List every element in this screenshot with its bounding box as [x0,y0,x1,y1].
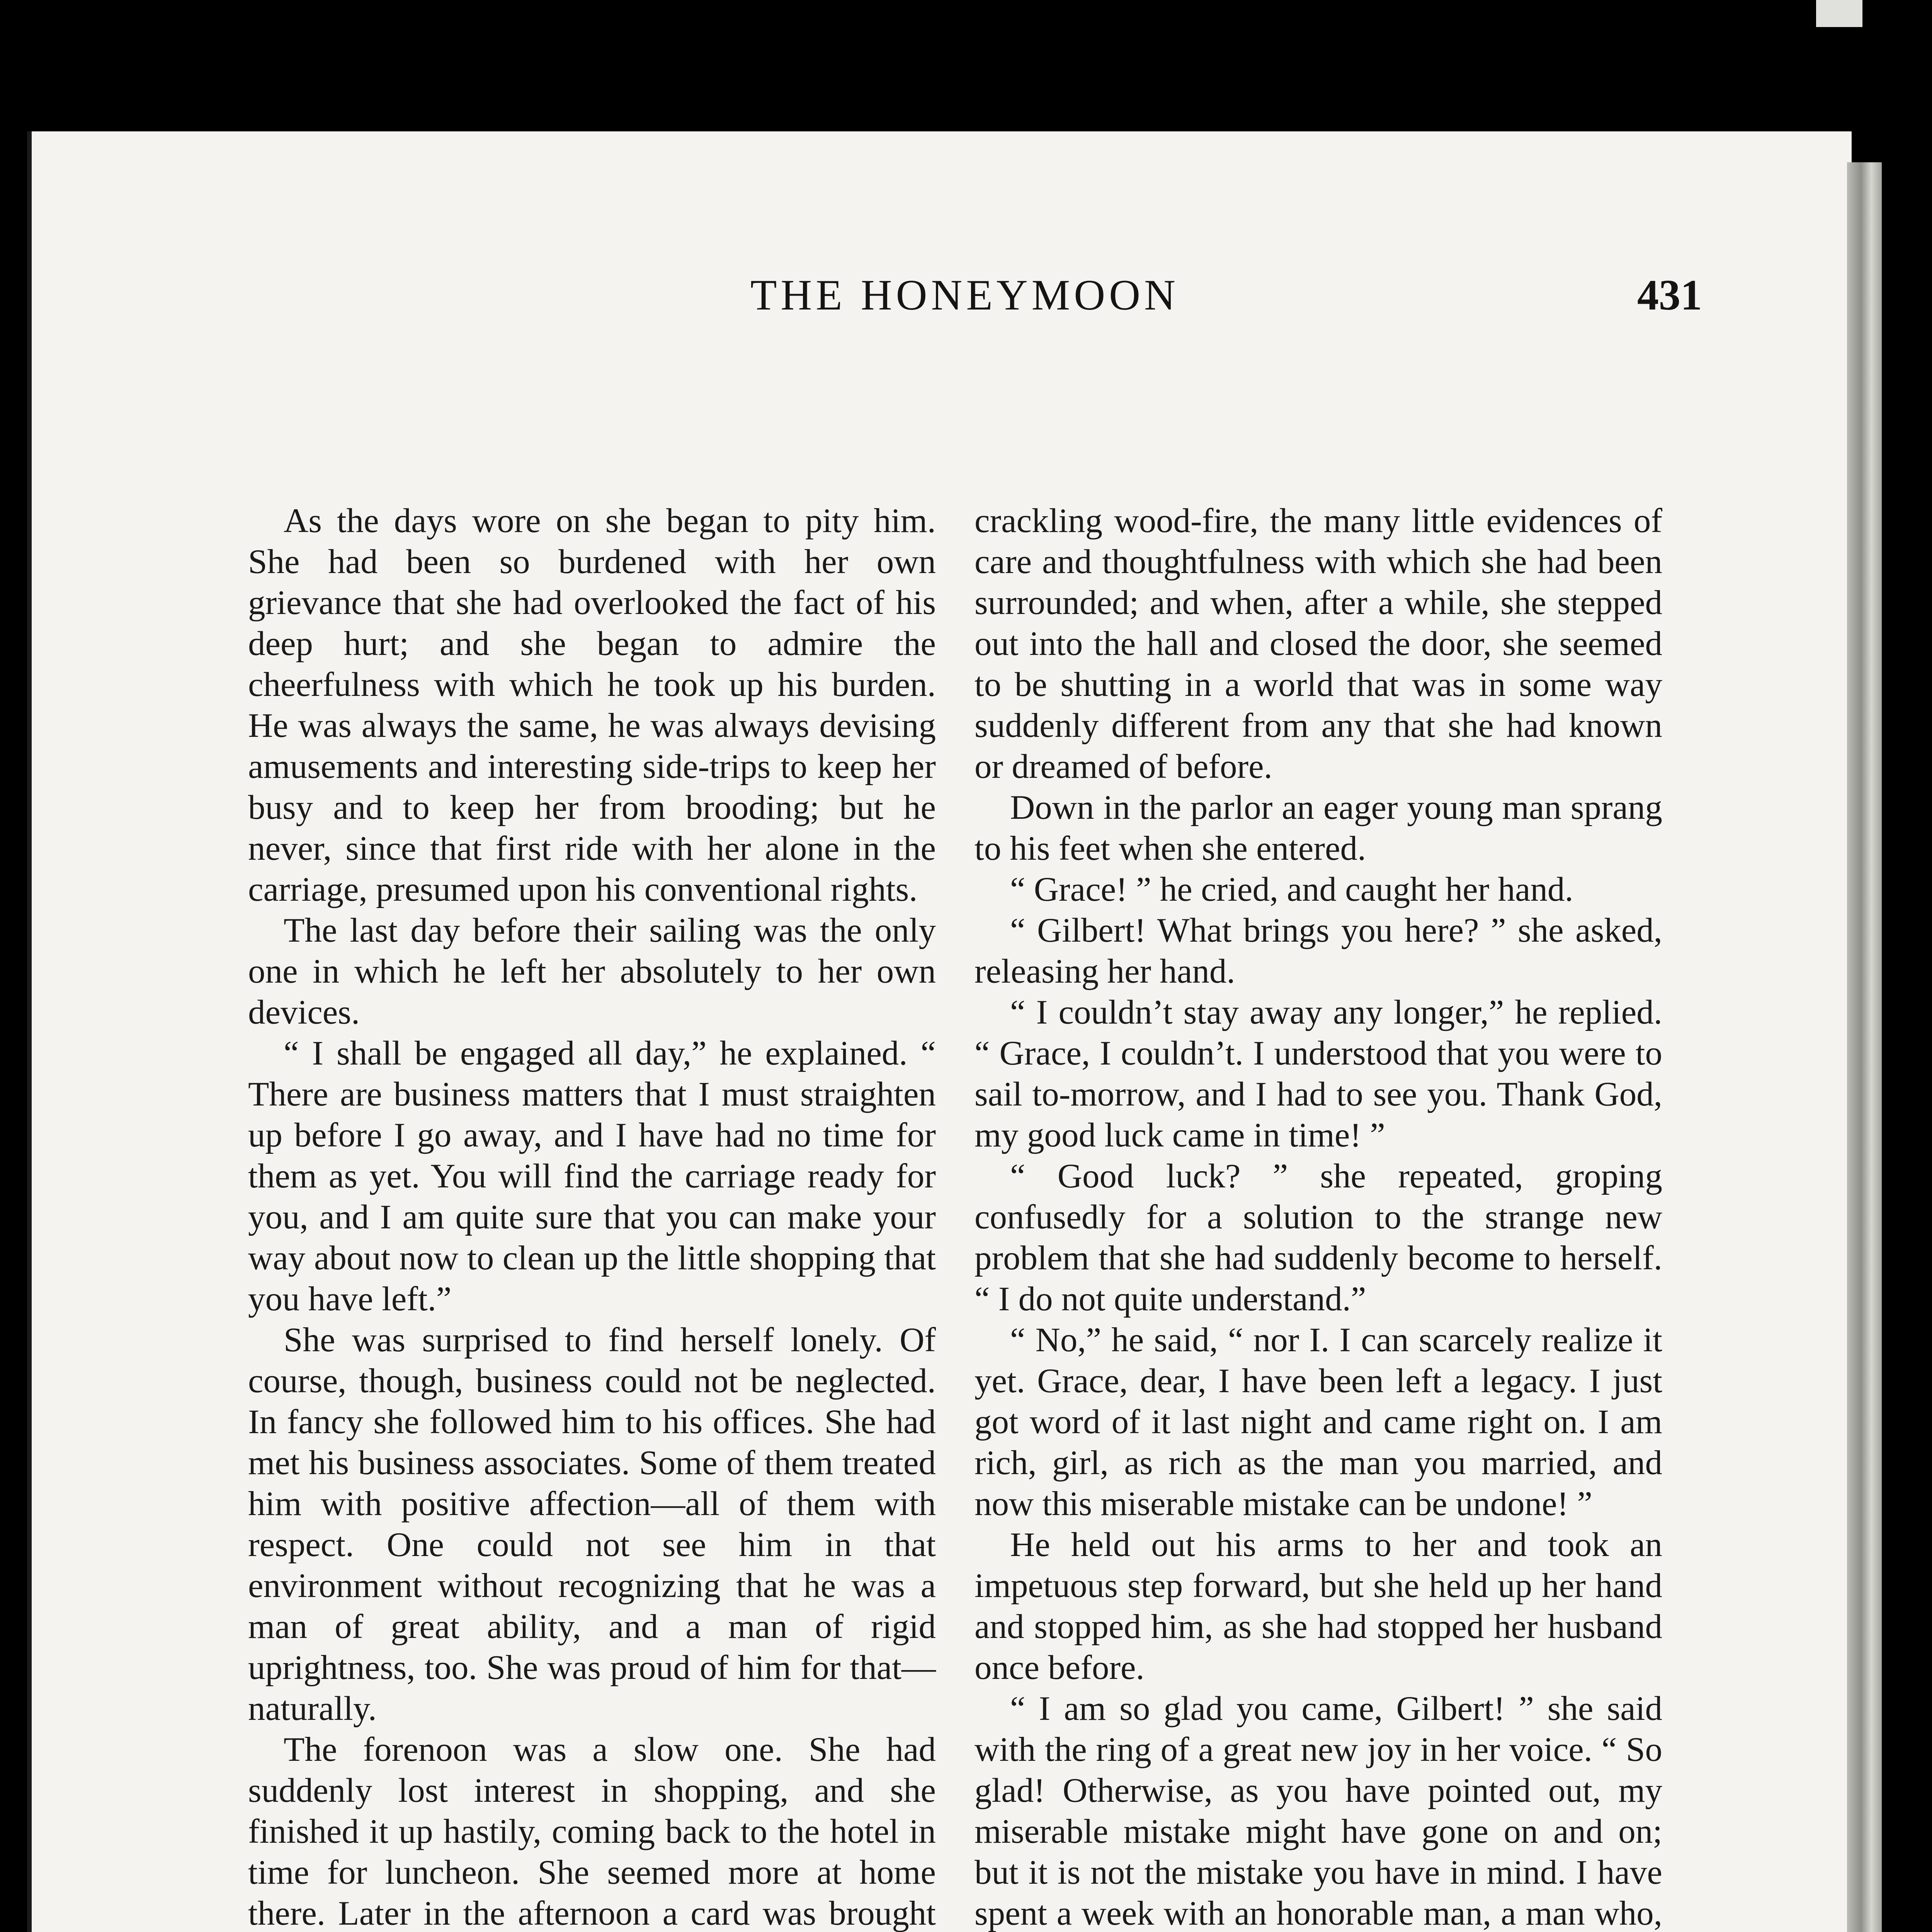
paragraph: He held out his arms to her and took an impetuous step forward, but she held up her hand and stopped him, as she had stopped her husband once before. [975,1526,1662,1687]
paragraph: The last day before their sailing was the only one in which he left her absolutely to her own devices. [248,912,936,1031]
running-title: THE HONEYMOON [750,271,1179,319]
page-edge [1847,162,1882,1932]
scan-edge [1816,0,1862,27]
book-page [27,131,1852,1932]
paragraph: “ No,” he said, “ nor I. I can scarcely realize it yet. Grace, dear, I have been left a legacy. I just got word of it last night and came right on. I am rich, girl, as rich as the man you married, and now this miserable mistake can be undone! ” [975,1321,1662,1523]
paragraph: “ I couldn’t stay away any longer,” he replied. “ Grace, I couldn’t. I understood that you were to sail to-morrow, and I had to see you. Thank God, my good luck came in time! ” [975,993,1662,1154]
paragraph: “ Gilbert! What brings you here? ” she asked, releasing her hand. [975,912,1662,990]
running-head [32,270,1852,332]
paragraph: “ Good luck? ” she repeated, groping confusedly for a solution to the strange new problem that she had suddenly become to herself. “ I do not quite understand.” [975,1157,1662,1318]
paragraph: As the days wore on she began to pity him. She had been so burdened with her own grievance that she had overlooked the fact of his deep hurt; and she began to admire the cheerfulness with which he took up his burden. He was always the same, he was always devising amusements and interesting side-trips to keep her busy and to keep her from brooding; but he never, since that first ride with her alone in the carriage, presumed upon his conventional rights. [248,502,936,908]
paragraph: “ Grace! ” he cried, and caught her hand. [1010,871,1573,908]
page-number: 431 [1637,271,1702,319]
paragraph: The forenoon was a slow one. She had suddenly lost interest in shopping, and she finished it up hastily, coming back to the hotel in time for luncheon. She seemed more at home there. Later in the afternoon a card was brought [248,1731,936,1932]
left-column [248,500,936,1932]
right-column [975,500,1662,1932]
paragraph: Down in the parlor an eager young man sprang to his feet when she entered. [975,789,1662,867]
paragraph-continuation: crackling wood-fire, the many little evidences of care and thoughtfulness with which she had been surrounded; and when, after a while, she stepped out into the hall and closed the door, she seemed to be shutting in a world that was in some way suddenly different from any that she had known or dreamed of before. [975,502,1662,786]
paragraph: “ I shall be engaged all day,” he explained. “ There are business matters that I must straighten up before I go away, and I have had no time for them as yet. You will find the carriage ready for you, and I am quite sure that you can make your way about now to clean up the little shopping that you have left.” [248,1034,936,1318]
paragraph: She was surprised to find herself lonely. Of course, though, business could not be neglected. In fancy she followed him to his offices. She had met his business associates. Some of them treated him with positive affection—all of them with respect. One could not see him in that environment without recognizing that he was a man of great ability, and a man of rigid uprightness, too. She was proud of him for that—naturally. [248,1321,936,1728]
paragraph: “ I am so glad you came, Gilbert! ” she said with the ring of a great new joy in her voice. “ So glad! Otherwise, as you have pointed out, my miserable mistake might have gone on and on; but it is not the mistake you have in mind. I have spent a week with an honorable man, a man who, [975,1690,1662,1932]
